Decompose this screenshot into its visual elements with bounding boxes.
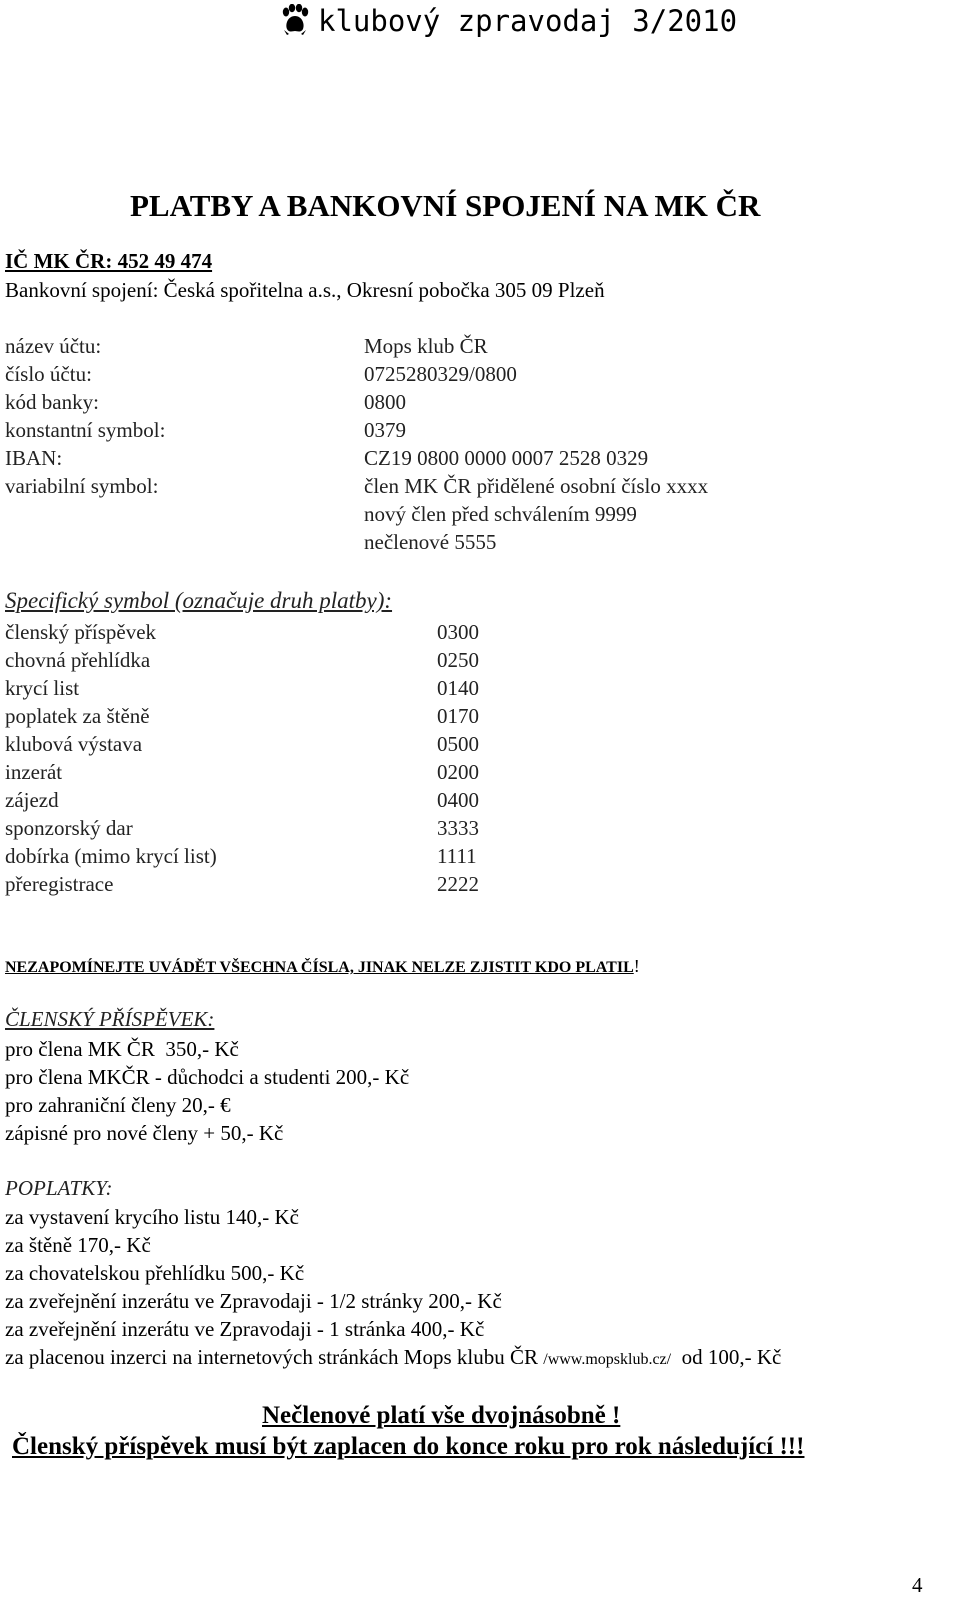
account-label: název účtu: (5, 334, 102, 358)
website-url: /www.mopsklub.cz/ (543, 1351, 672, 1368)
symbol-label: inzerát (5, 760, 63, 784)
fee-line: za zveřejnění inzerátu ve Zpravodaji - 1/2 stránky 200,- Kč (5, 1289, 502, 1313)
bank-connection: Bankovní spojení: Česká spořitelna a.s., Okresní pobočka 305 09 Plzeň (5, 278, 605, 302)
warning-text: NEZAPOMÍNEJTE UVÁDĚT VŠECHNA ČÍSLA, JINAK NELZE ZJISTIT KDO PLATIL (5, 959, 634, 976)
symbol-label: přeregistrace (5, 872, 114, 896)
header-title: klubový zpravodaj 3/2010 (318, 4, 738, 38)
symbol-code: 0300 (437, 620, 479, 644)
account-label: číslo účtu: (5, 362, 92, 386)
nonmember-note: Nečlenové platí vše dvojnásobně ! (262, 1402, 621, 1429)
membership-line: pro člena MK ČR 350,- Kč (5, 1037, 239, 1061)
deadline-note: Členský příspěvek musí být zaplacen do konce roku pro rok následující !!! (12, 1433, 805, 1460)
membership-line: pro zahraniční členy 20,- € (5, 1093, 231, 1117)
account-label: IBAN: (5, 446, 63, 470)
warning-suffix: ! (633, 956, 640, 976)
symbol-code: 1111 (437, 844, 477, 868)
specific-symbol-heading: Specifický symbol (označuje druh platby): (5, 588, 393, 613)
account-label: variabilní symbol: (5, 474, 159, 498)
account-value: člen MK ČR přidělené osobní číslo xxxx (364, 474, 709, 498)
symbol-code: 2222 (437, 872, 479, 896)
symbol-code: 0200 (437, 760, 479, 784)
account-value: 0379 (364, 418, 406, 442)
fee-line-internet (5, 1344, 781, 1373)
symbol-code: 3333 (437, 816, 479, 840)
symbol-label: sponzorský dar (5, 816, 133, 840)
symbol-code: 0250 (437, 648, 479, 672)
warning-line (5, 956, 640, 977)
symbol-code: 0140 (437, 676, 479, 700)
membership-line: zápisné pro nové členy + 50,- Kč (5, 1121, 284, 1145)
symbol-label: poplatek za štěně (5, 704, 150, 728)
symbol-label: klubová výstava (5, 732, 143, 756)
fee-line: za chovatelskou přehlídku 500,- Kč (5, 1261, 305, 1285)
symbol-code: 0500 (437, 732, 479, 756)
symbol-code: 0400 (437, 788, 479, 812)
ic-number: IČ MK ČR: 452 49 474 (5, 249, 213, 273)
symbol-label: krycí list (5, 676, 80, 700)
fees-heading: POPLATKY: (5, 1176, 113, 1200)
symbol-label: členský příspěvek (5, 620, 157, 644)
account-label: kód banky: (5, 390, 99, 414)
fee-line: za zveřejnění inzerátu ve Zpravodaji - 1 stránka 400,- Kč (5, 1317, 485, 1341)
account-value: 0800 (364, 390, 406, 414)
membership-heading: ČLENSKÝ PŘÍSPĚVEK: (5, 1007, 215, 1031)
account-value: CZ19 0800 0000 0007 2528 0329 (364, 446, 649, 470)
variable-symbol-extra: nový člen před schválením 9999 (364, 502, 637, 526)
fee-internet-price: od 100,- Kč (671, 1345, 782, 1369)
symbol-label: zájezd (5, 788, 59, 812)
symbol-label: dobírka (mimo krycí list) (5, 844, 217, 868)
fee-internet-text: za placenou inzerci na internetových stránkách Mops klubu ČR (5, 1345, 544, 1369)
variable-symbol-extra: nečlenové 5555 (364, 530, 497, 554)
account-value: Mops klub ČR (364, 334, 488, 358)
paw-print-icon (280, 4, 310, 36)
symbol-code: 0170 (437, 704, 479, 728)
symbol-label: chovná přehlídka (5, 648, 151, 672)
account-label: konstantní symbol: (5, 418, 166, 442)
fee-line: za štěně 170,- Kč (5, 1233, 151, 1257)
page-number: 4 (912, 1573, 923, 1597)
page-title: PLATBY A BANKOVNÍ SPOJENÍ NA MK ČR (130, 188, 761, 223)
membership-line: pro člena MKČR - důchodci a studenti 200,- Kč (5, 1065, 410, 1089)
fee-line: za vystavení krycího listu 140,- Kč (5, 1205, 299, 1229)
account-value: 0725280329/0800 (364, 362, 517, 386)
